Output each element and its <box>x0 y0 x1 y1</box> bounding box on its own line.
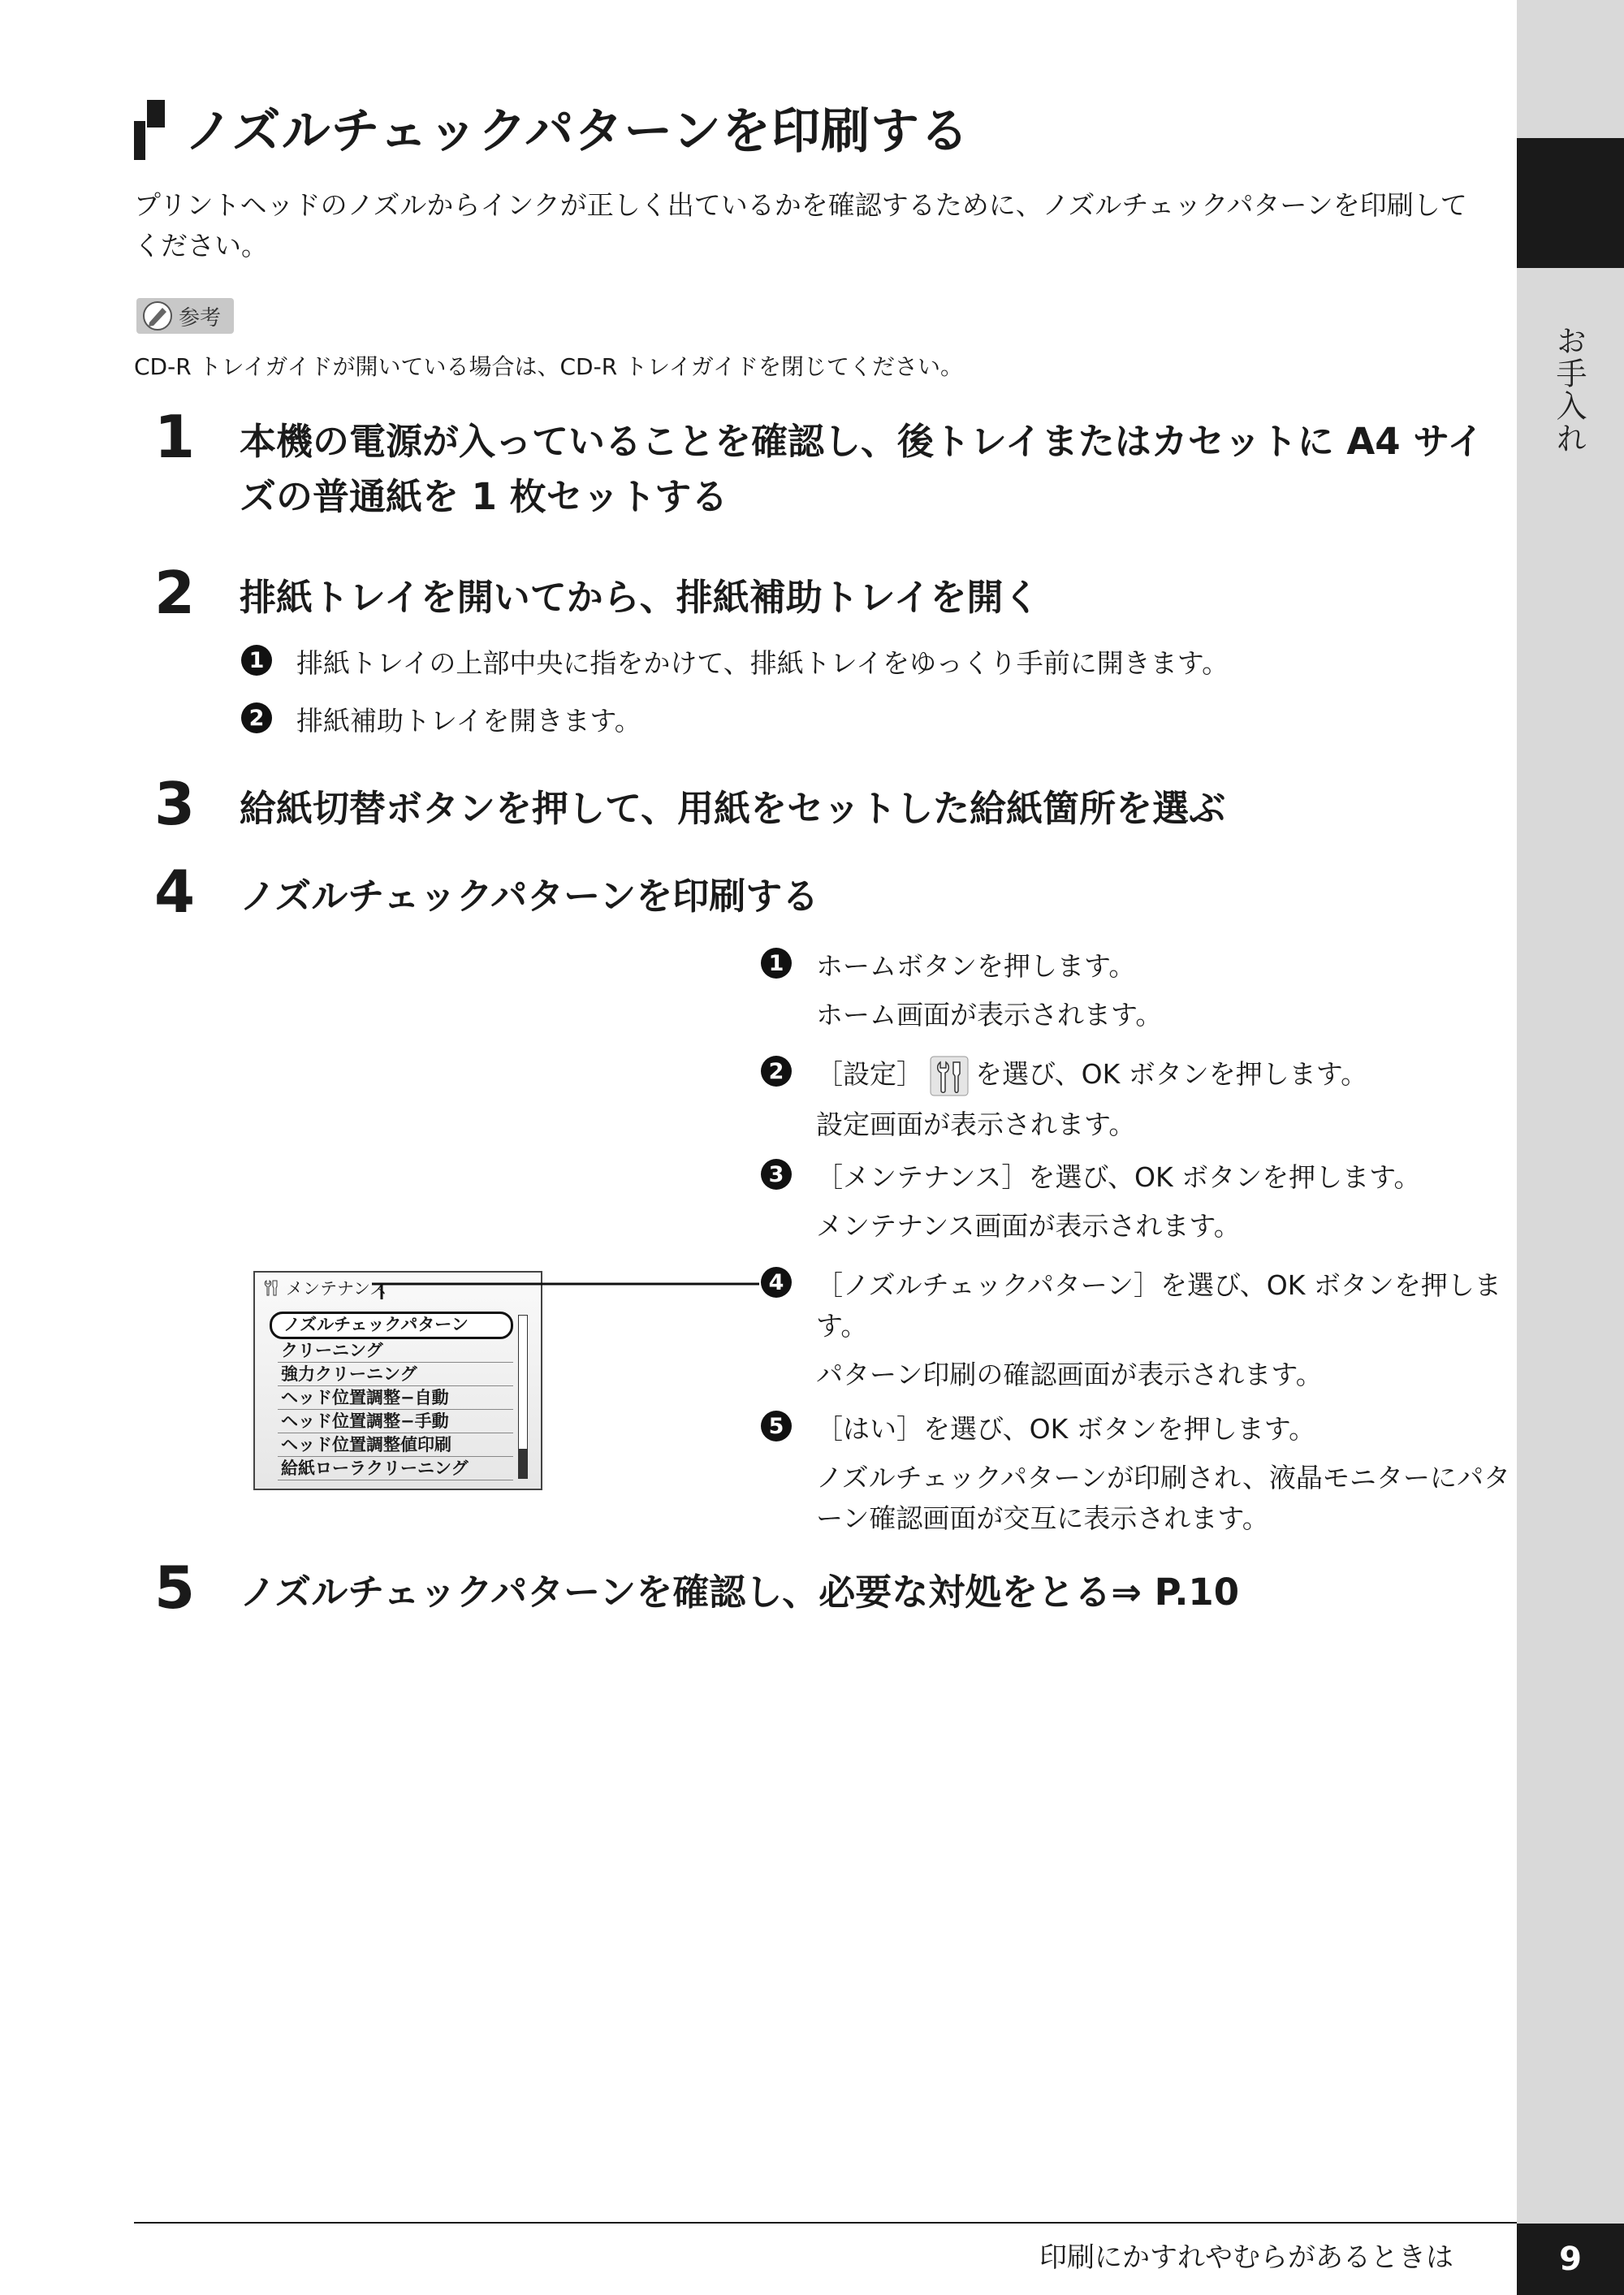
substep-detail: パターン印刷の確認画面が表示されます。 <box>816 1359 1323 1390</box>
circled-number-icon: 1 <box>241 645 272 676</box>
lcd-menu-item[interactable]: ヘッド位置調整−自動 <box>278 1386 513 1410</box>
lcd-menu-item[interactable]: 強力クリーニング <box>278 1363 513 1386</box>
step-text: 給紙切替ボタンを押して、用紙をセットした給紙箇所を選ぶ <box>240 787 1226 830</box>
substep-detail: ノズルチェックパターンが印刷され、液晶モニターにパターン確認画面が交互に表示されます。 <box>816 1462 1511 1534</box>
step-number: 5 <box>154 1554 196 1622</box>
substep-text-post: を選び、OK ボタンを押します。 <box>975 1058 1368 1090</box>
circled-number-icon: 3 <box>761 1159 792 1190</box>
note-label: 参考 <box>179 305 222 331</box>
note-text: CD-R トレイガイドが開いている場合は、CD-R トレイガイドを閉じてください。 <box>134 353 963 380</box>
substep-text: ［メンテナンス］を選び、OK ボタンを押します。 <box>816 1161 1421 1193</box>
lcd-title-text: メンテナンス <box>286 1279 387 1299</box>
substep-detail: 設定画面が表示されます。 <box>816 1108 1136 1140</box>
footer-section-title: 印刷にかすれやむらがあるときは <box>1039 2241 1453 2274</box>
lcd-menu-item[interactable]: クリーニング <box>278 1339 513 1363</box>
lcd-menu-item[interactable]: ヘッド位置調整値印刷 <box>278 1433 513 1457</box>
step-number: 2 <box>154 559 196 627</box>
lcd-menu-item-selected[interactable]: ノズルチェックパターン <box>270 1312 513 1339</box>
step-number: 4 <box>154 858 196 926</box>
side-tab-label: お手入れ <box>1551 325 1587 455</box>
step-number: 1 <box>154 403 196 471</box>
circled-number-icon: 1 <box>761 948 792 979</box>
substep-text-pre: ［設定］ <box>816 1058 923 1090</box>
lcd-menu-item[interactable]: 給紙ローラクリーニング <box>278 1457 513 1480</box>
substep-text: 排紙トレイの上部中央に指をかけて、排紙トレイをゆっくり手前に開きます。 <box>296 647 1229 679</box>
substep-text: ［ノズルチェックパターン］を選び、OK ボタンを押します。 <box>816 1269 1501 1342</box>
step-text: 排紙トレイを開いてから、排紙補助トレイを開く <box>240 576 1040 619</box>
step-text: ノズルチェックパターンを確認し、必要な対処をとる⇒ P.10 <box>240 1571 1240 1614</box>
page-number: 9 <box>1517 2224 1624 2295</box>
circled-number-icon: 2 <box>241 702 272 733</box>
substep-text: ホームボタンを押します。 <box>816 950 1136 982</box>
circled-number-icon: 4 <box>761 1267 792 1298</box>
lcd-menu-item[interactable]: ヘッド位置調整−手動 <box>278 1410 513 1433</box>
circled-number-icon: 5 <box>761 1411 792 1441</box>
footer-divider <box>134 2222 1517 2224</box>
substep-detail: メンテナンス画面が表示されます。 <box>816 1210 1241 1242</box>
step-number: 3 <box>154 770 196 838</box>
step-text: ノズルチェックパターンを印刷する <box>240 875 819 918</box>
page-title-text: ノズルチェックパターンを印刷する <box>184 103 970 160</box>
step-text: 本機の電源が入っていることを確認し、後トレイまたはカセットに A4 サイズの普通紙を 1 枚セットする <box>240 420 1484 518</box>
circled-number-icon: 2 <box>761 1056 792 1087</box>
substep-text: ［はい］を選び、OK ボタンを押します。 <box>816 1413 1316 1445</box>
intro-text: プリントヘッドのノズルからインクが正しく出ているかを確認するために、ノズルチェックパターンを印刷してください。 <box>134 189 1467 261</box>
substep-detail: ホーム画面が表示されます。 <box>816 999 1163 1031</box>
substep-text: 排紙補助トレイを開きます。 <box>296 705 641 737</box>
